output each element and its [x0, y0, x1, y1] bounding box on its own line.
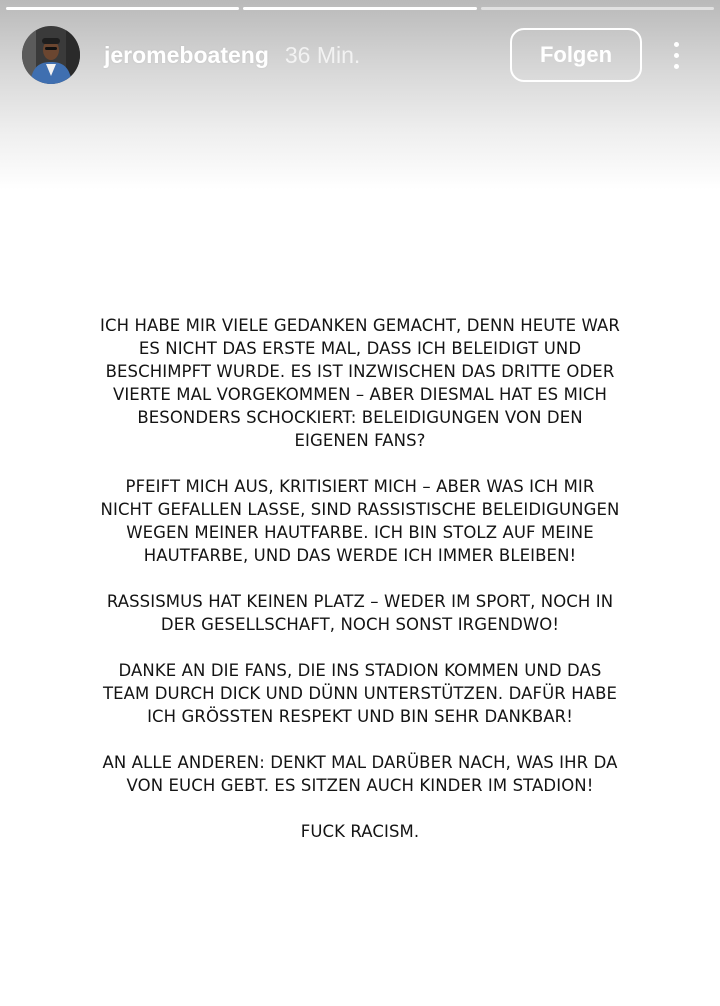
story-paragraph: AN ALLE ANDEREN: DENKT MAL DARÜBER NACH, WAS IHR DA VON EUCH GEBT. ES SITZEN AUCH KINDER IM STADION! — [102, 753, 618, 795]
story-text-content — [100, 314, 620, 866]
story-paragraph: RASSISMUS HAT KEINEN PLATZ – WEDER IM SPORT, NOCH IN DER GESELLSCHAFT, NOCH SONST IRGENDWO! — [106, 592, 614, 634]
more-dot — [674, 64, 679, 69]
username[interactable]: jeromeboateng — [104, 41, 269, 68]
story-header — [22, 24, 696, 86]
follow-button[interactable]: Folgen — [510, 28, 642, 82]
story-progress-fill — [6, 7, 239, 10]
story-progress-segment — [243, 7, 476, 10]
story-paragraph: FUCK RACISM. — [300, 822, 420, 841]
avatar-image — [22, 26, 80, 84]
story-progress-bar — [6, 7, 714, 10]
more-dot — [674, 53, 679, 58]
avatar[interactable] — [22, 26, 80, 84]
more-dot — [674, 42, 679, 47]
post-time: 36 Min. — [284, 41, 361, 68]
story-paragraph: PFEIFT MICH AUS, KRITISIERT MICH – ABER WAS ICH MIR NICHT GEFALLEN LASSE, SIND RASSISTISCHE BELEIDIGUNGEN WEGEN MEINER HAUTFARBE. ICH BIN STOLZ AUF MEINE HAUTFARBE, UND DAS WERDE ICH IMMER BLEIBEN! — [100, 477, 620, 565]
story-paragraph: DANKE AN DIE FANS, DIE INS STADION KOMMEN UND DAS TEAM DURCH DICK UND DÜNN UNTERSTÜTZEN. DAFÜR HABE ICH GRÖSSTEN RESPEKT UND BIN SEHR DANKBAR! — [102, 661, 618, 726]
story-progress-fill — [243, 7, 476, 10]
story-progress-segment — [6, 7, 239, 10]
story-paragraph: ICH HABE MIR VIELE GEDANKEN GEMACHT, DENN HEUTE WAR ES NICHT DAS ERSTE MAL, DASS ICH BELEIDIGT UND BESCHIMPFT WURDE. ES IST INZWISCHEN DAS DRITTE ODER VIERTE MAL VORGEKOMMEN – ABER DIESMAL HAT ES MICH BESONDERS SCHOCKIERT: BELEIDIGUNGEN VON DEN EIGENEN FANS? — [100, 316, 620, 450]
story-progress-segment — [481, 7, 714, 10]
more-vertical-icon[interactable] — [656, 28, 696, 82]
